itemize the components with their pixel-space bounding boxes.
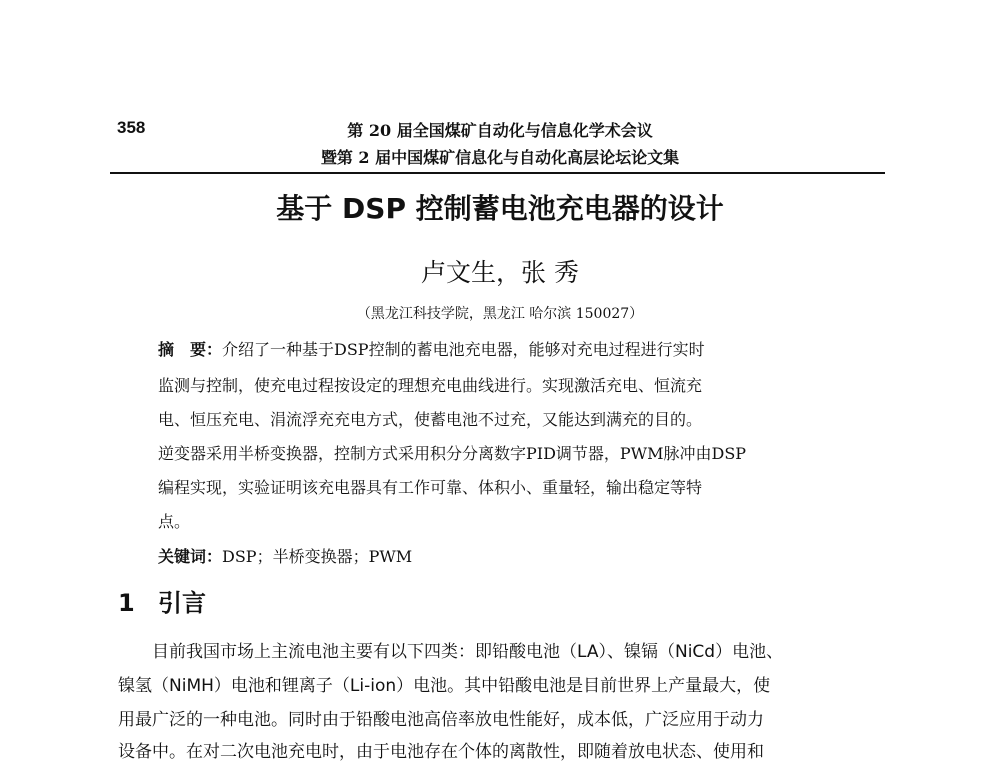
keywords-line bbox=[158, 544, 412, 567]
section-title: 引言 bbox=[158, 589, 206, 617]
section-number: 1 bbox=[118, 589, 135, 617]
paper-affiliation: （黑龙江科技学院，黑龙江 哈尔滨 150027） bbox=[356, 306, 644, 322]
conference-title-line-2: 暨第 2 届中国煤矿信息化与自动化高层论坛论文集 bbox=[320, 148, 680, 167]
abstract-line: 监测与控制，使充电过程按设定的理想充电曲线进行。实现激活充电、恒流充 bbox=[158, 376, 703, 395]
abstract-line: 编程实现，实验证明该充电器具有工作可靠、体积小、重量轻，输出稳定等特 bbox=[158, 478, 703, 497]
header-rule bbox=[110, 172, 885, 174]
body-text-line: 镍氢（NiMH）电池和锂离子（Li-ion）电池。其中铅酸电池是目前世界上产量最大，使 bbox=[118, 676, 771, 696]
section-heading bbox=[118, 583, 206, 618]
abstract-line: 电、恒压充电、涓流浮充充电方式，使蓄电池不过充，又能达到满充的目的。 bbox=[158, 410, 703, 429]
abstract-line: 点。 bbox=[158, 512, 191, 531]
body-text-line: 用最广泛的一种电池。同时由于铅酸电池高倍率放电性能好，成本低，广泛应用于动力 bbox=[118, 710, 764, 730]
abstract-text: 介绍了一种基于DSP控制的蓄电池充电器，能够对充电过程进行实时 bbox=[222, 340, 705, 359]
page-number: 358 bbox=[117, 118, 146, 137]
body-text-line: 目前我国市场上主流电池主要有以下四类：即铅酸电池（LA）、镍镉（NiCd）电池、 bbox=[152, 642, 784, 662]
keywords-text: DSP；半桥变换器；PWM bbox=[222, 547, 413, 566]
paper-authors: 卢文生，张 秀 bbox=[421, 258, 579, 287]
paper-title: 基于 DSP 控制蓄电池充电器的设计 bbox=[276, 192, 724, 225]
conference-title-line-1: 第 20 届全国煤矿自动化与信息化学术会议 bbox=[347, 121, 653, 140]
body-text-line: 设备中。在对二次电池充电时，由于电池存在个体的离散性，即随着放电状态、使用和 bbox=[118, 742, 764, 762]
abstract-line bbox=[158, 337, 705, 360]
abstract-line: 逆变器采用半桥变换器，控制方式采用积分分离数字PID调节器，PWM脉冲由DSP bbox=[158, 444, 747, 463]
abstract-label: 摘 要： bbox=[158, 340, 223, 359]
keywords-label: 关键词： bbox=[158, 547, 223, 566]
